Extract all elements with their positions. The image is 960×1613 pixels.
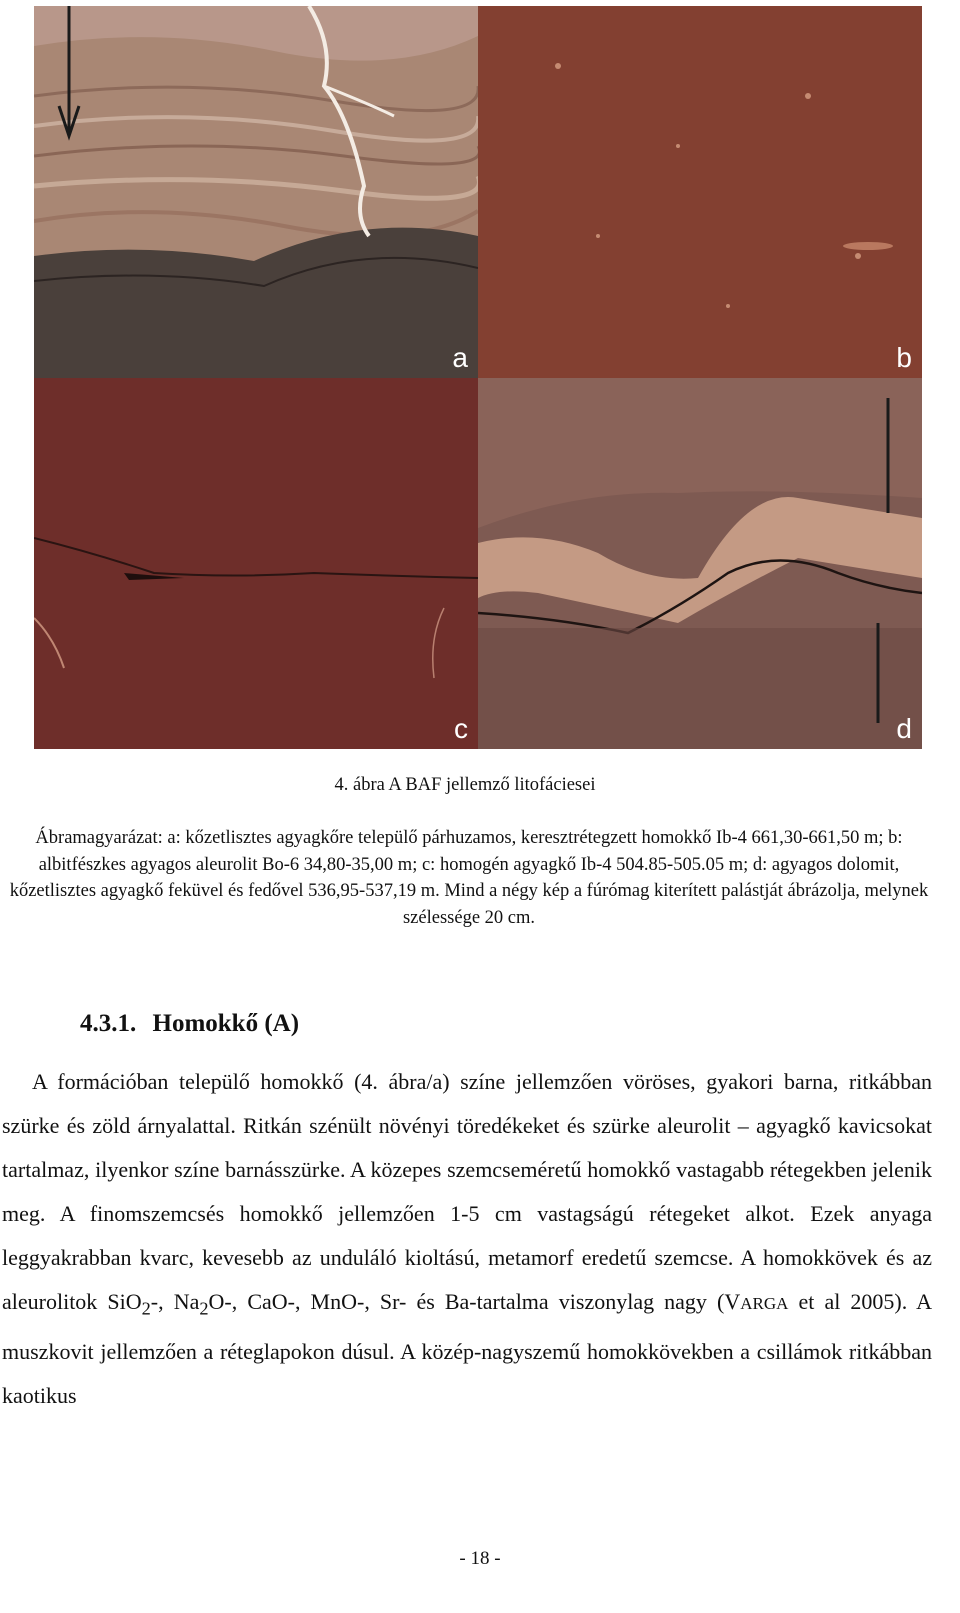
section-number: 4.3.1.: [80, 1010, 137, 1037]
photo-panel-a: [34, 6, 478, 378]
core-photo-claystone-icon: [34, 378, 478, 749]
panel-label-b: b: [896, 342, 912, 373]
paragraph: [2, 1060, 932, 1418]
photo-panel-b: [478, 6, 922, 378]
body-text-part4: et al 2005). A muszkovit jellemzően a réteglapokon dúsul. A közép-nagyszemű homokkövekben a csillámok ritkábban kaotikus: [2, 1289, 932, 1409]
page-number: - 18 -: [459, 1548, 501, 1569]
core-photo-siltstone-icon: [478, 6, 922, 378]
subscript-2b: 2: [199, 1298, 209, 1319]
core-photo-sandstone-icon: [34, 6, 478, 378]
panel-label-c: c: [454, 713, 468, 744]
section-title: Homokkő (A): [152, 1010, 300, 1037]
photo-panel-d: [478, 378, 922, 749]
panel-label-a: a: [452, 342, 468, 373]
subscript-2: 2: [141, 1298, 151, 1319]
author-small-caps: ARGA: [740, 1294, 789, 1313]
figure-4: [34, 6, 922, 749]
body-paragraph: [2, 1060, 932, 1418]
figure-caption-title: 4. ábra A BAF jellemző litofáciesei: [334, 775, 596, 795]
core-photo-dolomite-icon: [478, 378, 922, 749]
panel-label-d: d: [896, 713, 912, 744]
body-text-part1: A formációban települő homokkő (4. ábra/a) színe jellemzően vöröses, gyakori barna, ritkábban szürke és zöld árnyalattal. Ritkán szénült növényi töredékeket és szürke aleurolit – agyagkő kavicsokat tartalmaz, ilyenkor színe barnásszürke. A közepes szemcseméretű homokkő vastagabb rétegekben jelenik meg. A finomszemcsés homokkő jellemzően 1-5 cm vastagságú rétegeket alkot. Ezek anyaga leggyakrabban kvarc, kevesebb az unduláló kioltású, metamorf eredetű szemcse. A homokkövek és az aleurolitok SiO: [2, 1069, 932, 1314]
figure-caption-text: Ábramagyarázat: a: kőzetlisztes agyagkőre települő párhuzamos, keresztrétegzett homokkő Ib-4 661,30-661,50 m; b: albitfészkes agyagos aleurolit Bo-6 34,80-35,00 m; c: homogén agyagkő Ib-4 504.85-505.05 m; d: agyagos dolomit, kőzetlisztes agyagkő feküvel és fedővel 536,95-537,19 m. Mind a négy kép a fúrómag kiterített palástját ábrázolja, melynek szélessége 20 cm.: [9, 828, 929, 928]
section-heading: [80, 1010, 309, 1038]
body-text-part2: -, Na: [150, 1289, 200, 1314]
body-text-part3: O-, CaO-, MnO-, Sr- és Ba-tartalma viszonylag nagy (V: [208, 1289, 741, 1314]
photo-panel-c: [34, 378, 478, 749]
